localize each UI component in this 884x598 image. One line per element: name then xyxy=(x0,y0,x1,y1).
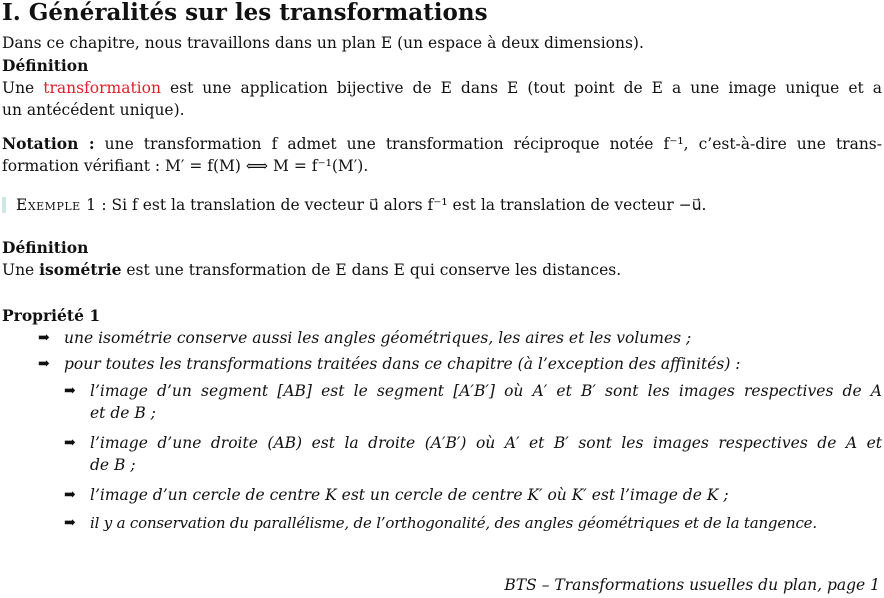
arrow-bullet-icon: ➡ xyxy=(64,435,76,451)
subitem-2-line2: de B ; xyxy=(90,456,136,474)
example-bar xyxy=(2,197,6,213)
notation-label: Notation : xyxy=(2,134,95,153)
notation-line1 xyxy=(2,133,882,155)
arrow-bullet-icon: ➡ xyxy=(38,356,50,372)
definition-prefix: Une xyxy=(2,79,44,97)
notation-line2: formation vérifiant : M′ = f(M) ⟺ M = f⁻¹(M′). xyxy=(2,157,369,175)
definition2-prefix: Une xyxy=(2,261,40,279)
example-label: Exemple 1 xyxy=(16,196,97,214)
definition-line2: un antécédent unique). xyxy=(2,101,185,119)
definition-term: transformation xyxy=(43,79,161,97)
example-line xyxy=(16,194,707,216)
page-footer: BTS – Transformations usuelles du plan, page 1 xyxy=(504,576,880,594)
section-title: I. Généralités sur les transformations xyxy=(2,0,488,26)
definition2-line xyxy=(2,259,621,281)
property-item-1: une isométrie conserve aussi les angles géométriques, les aires et les volumes ; xyxy=(64,329,692,347)
intro-text: Dans ce chapitre, nous travaillons dans un plan E (un espace à deux dimensions). xyxy=(2,34,644,52)
notation-rest: une transformation f admet une transformation réciproque notée f⁻¹, c’est-à-dire une trans- xyxy=(94,135,883,153)
arrow-bullet-icon: ➡ xyxy=(64,515,76,531)
property-heading: Propriété 1 xyxy=(2,306,101,325)
subitem-4-line1: il y a conservation du parallélisme, de l’orthogonalité, des angles géométriques et de la tangence. xyxy=(90,514,817,532)
subitem-3-line1: l’image d’un cercle de centre K est un cercle de centre K′ où K′ est l’image de K ; xyxy=(90,486,729,504)
property-item-2: pour toutes les transformations traitées dans ce chapitre (à l’exception des affinités) : xyxy=(64,355,741,373)
arrow-bullet-icon: ➡ xyxy=(38,330,50,346)
definition-rest: est une application bijective de E dans E (tout point de E a une image unique et a xyxy=(160,79,882,97)
definition2-rest: est une transformation de E dans E qui conserve les distances. xyxy=(121,261,622,279)
definition-heading: Définition xyxy=(2,56,89,75)
subitem-2-line1: l’image d’une droite (AB) est la droite (A′B′) où A′ et B′ sont les images respectives de A et xyxy=(90,434,882,452)
example-text: : Si f est la translation de vecteur u⃗ alors f⁻¹ est la translation de vecteur −u⃗. xyxy=(96,196,707,214)
definition-line1 xyxy=(2,77,882,99)
arrow-bullet-icon: ➡ xyxy=(64,487,76,503)
definition2-term: isométrie xyxy=(39,260,122,279)
definition2-heading: Définition xyxy=(2,238,89,257)
arrow-bullet-icon: ➡ xyxy=(64,383,76,399)
subitem-1-line1: l’image d’un segment [AB] est le segment [A′B′] où A′ et B′ sont les images respectives de A xyxy=(90,382,882,400)
subitem-1-line2: et de B ; xyxy=(90,404,156,422)
